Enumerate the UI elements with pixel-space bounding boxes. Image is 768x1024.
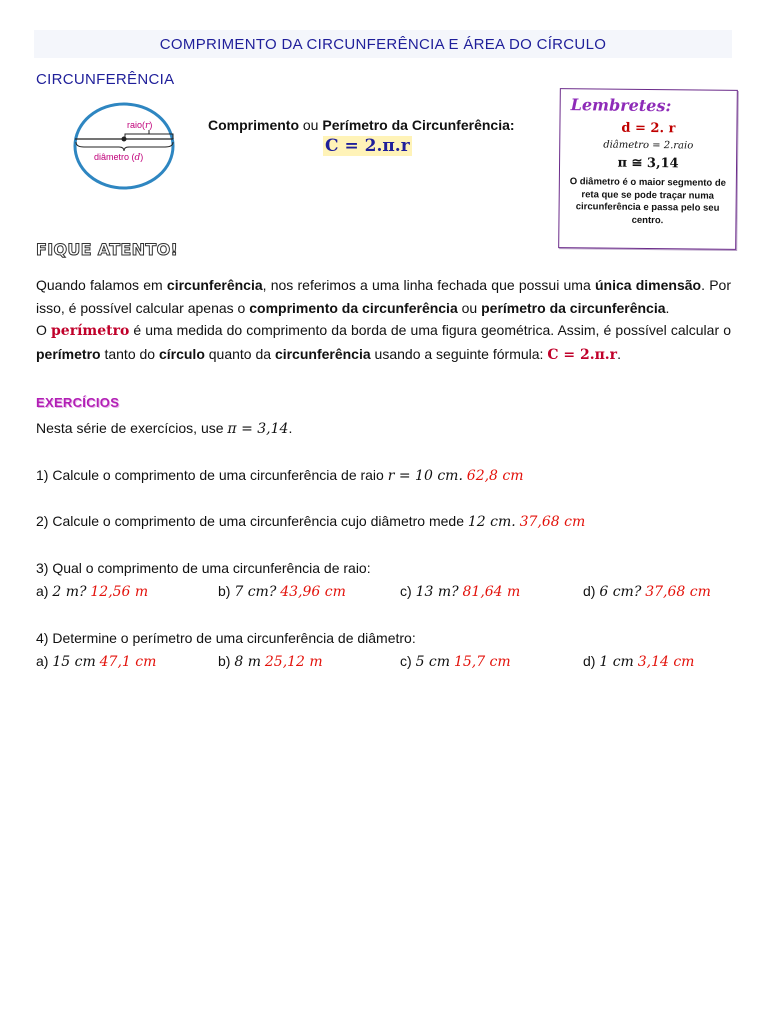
formula-caption: Comprimento ou Perímetro da Circunferência:	[208, 117, 515, 133]
circle-diagram-svg	[72, 101, 177, 191]
reminder-formula-diameter: d = 2. r	[621, 120, 676, 137]
main-formula: C = 2.π.r	[325, 136, 410, 156]
page-title: COMPRIMENTO DA CIRCUNFERÊNCIA E ÁREA DO CÍRCULO	[159, 35, 607, 53]
exercises-heading: EXERCÍCIOS	[36, 395, 120, 410]
paragraph-circunferencia: Quando falamos em circunferência, nos referimos a uma linha fechada que possui uma única dimensão. Por isso, é possível calcular apenas o comprimento da circunferência ou perímetro da circunferência.	[36, 277, 731, 316]
question-1: 1) Calcule o comprimento de uma circunferência de raio r = 10 cm. 62,8 cm	[36, 467, 524, 484]
question-4: 4) Determine o perímetro de uma circunferência de diâmetro:	[36, 630, 416, 646]
question-3b: b) 7 cm? 43,96 cm	[218, 583, 346, 600]
reminder-heading: Lembretes:	[570, 95, 672, 116]
center-point	[122, 137, 127, 142]
diametro-label: diâmetro (d)	[94, 152, 144, 163]
question-4a: a) 15 cm 47,1 cm	[36, 653, 157, 670]
section-title: CIRCUNFERÊNCIA	[36, 71, 175, 88]
question-4c: c) 5 cm 15,7 cm	[400, 653, 511, 670]
question-3a: a) 2 m? 12,56 m	[36, 583, 149, 600]
reminder-text: O diâmetro é o maior segmento de reta que se pode traçar numa circunferência e passa pelo seu centro.	[569, 176, 727, 226]
question-4b: b) 8 m 25,12 m	[218, 653, 323, 670]
raio-label: raio(r)	[127, 120, 153, 131]
question-3: 3) Qual o comprimento de uma circunferência de raio:	[36, 560, 371, 576]
reminder-formula-words: diâmetro = 2.raio	[603, 139, 694, 152]
attention-heading: FIQUE ATENTO!	[36, 240, 179, 259]
page-title-bar	[34, 30, 732, 58]
exercises-intro: Nesta série de exercícios, use π = 3,14.	[36, 420, 293, 437]
circle-diagram	[72, 101, 177, 191]
question-4d: d) 1 cm 3,14 cm	[583, 653, 695, 670]
question-3c: c) 13 m? 81,64 m	[400, 583, 521, 600]
question-3d: d) 6 cm? 37,68 cm	[583, 583, 711, 600]
reminder-note	[558, 88, 738, 250]
answer-2: 37,68 cm	[519, 514, 586, 530]
diametro-brace	[76, 142, 173, 151]
reminder-pi: π ≅ 3,14	[617, 155, 679, 172]
raio-brace	[125, 130, 173, 139]
circle-shape	[75, 104, 173, 188]
answer-1: 62,8 cm	[466, 468, 524, 484]
paragraph-perimetro: O perímetro é uma medida do comprimento da borda de uma figura geométrica. Assim, é possível calcular o perímetro tanto do círculo quanto da circunferência usando a seguinte fórmula: C = 2.π.r.	[36, 322, 732, 363]
question-2: 2) Calcule o comprimento de uma circunferência cujo diâmetro mede 12 cm. 37,68 cm	[36, 513, 586, 530]
